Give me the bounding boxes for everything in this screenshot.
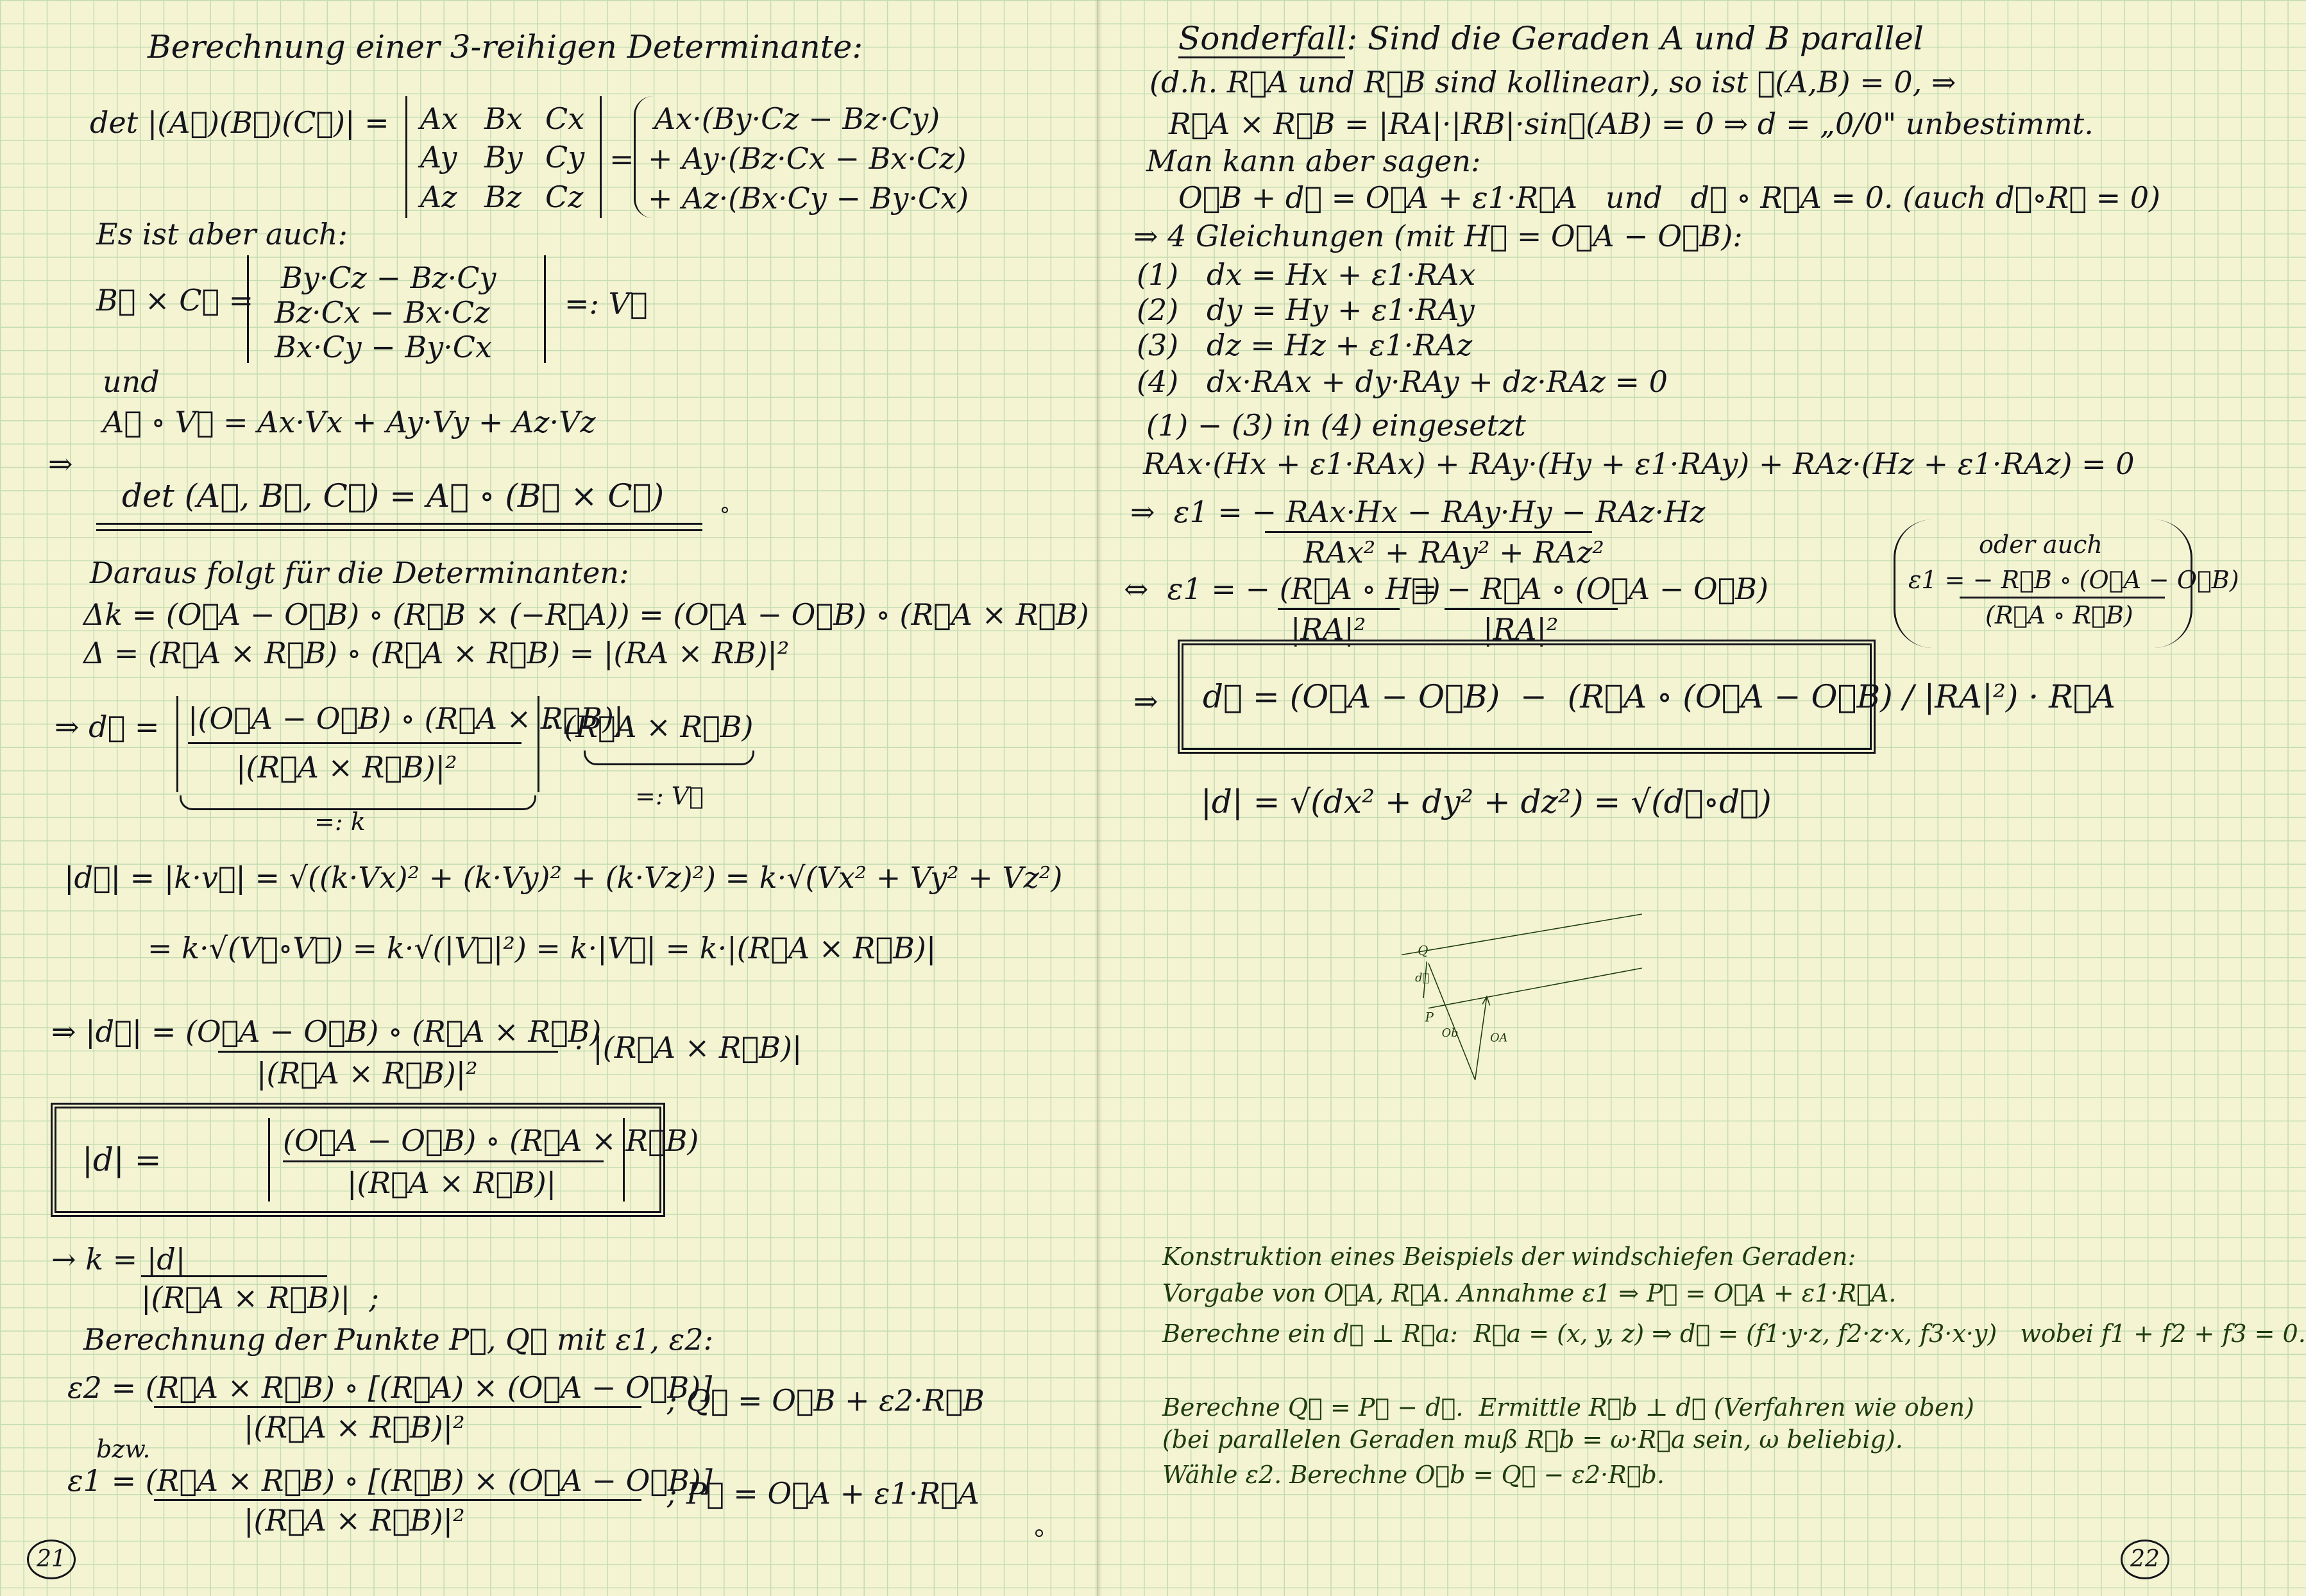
- oa-label: OA: [1490, 1031, 1508, 1045]
- line-a: [1429, 968, 1642, 1008]
- determinant-matrix: [405, 96, 602, 218]
- double-underline: [96, 523, 702, 525]
- ob-vector: [1429, 963, 1475, 1080]
- note-line: Es ist aber auch:: [96, 217, 348, 251]
- points-heading: Berechnung der Punkte P⃗, Q⃗ mit ε1, ε2:: [83, 1322, 714, 1357]
- alternative-note: oder auch: [1979, 531, 2103, 559]
- vector-v-definition: =: V⃗: [564, 286, 648, 321]
- magnitude-d-denominator: |(R⃗A × R⃗B)|²: [257, 1056, 478, 1091]
- equation-2: (2) dy = Hy + ε1·RAy: [1137, 293, 1475, 327]
- matrix-cell: Cy: [545, 140, 585, 174]
- matrix-cell: Cx: [545, 101, 585, 136]
- point-q-formula: ; Q⃗ = O⃗B + ε2·R⃗B: [667, 1383, 985, 1418]
- epsilon1-expanded: = − R⃗A ∘ (O⃗A − O⃗B): [1412, 572, 1768, 606]
- note-line: und: [103, 364, 160, 399]
- underbrace-v: [584, 751, 754, 765]
- special-case-heading: Sonderfall: Sind die Geraden A und B parallel: [1178, 20, 1924, 57]
- construction-step: Berechne Q⃗ = P⃗ − d⃗. Ermittle R⃗b ⊥ d⃗ (Verfahren wie oben): [1162, 1393, 1974, 1422]
- alternative-denominator: (R⃗A ∘ R⃗B): [1985, 601, 2133, 629]
- cross-product-row: Bx·Cy − By·Cx: [275, 330, 492, 364]
- fraction-bar: [1278, 608, 1400, 610]
- page-number-left: 21: [27, 1540, 76, 1579]
- matrix-cell: Bx: [484, 101, 523, 136]
- implies-arrow: ⇒: [1133, 684, 1158, 718]
- alternative-numerator: ε1 = − R⃗B ∘ (O⃗A − O⃗B): [1908, 566, 2239, 594]
- result-denominator: |(R⃗A × R⃗B)|: [347, 1166, 557, 1200]
- d-vector-fraction: [176, 696, 624, 792]
- k-value-line: → k = |d|: [51, 1242, 186, 1277]
- substitution-note: (1) − (3) in (4) eingesetzt: [1146, 408, 1526, 443]
- magnitude-d-factor: · |(R⃗A × R⃗B)|: [574, 1030, 802, 1065]
- line-b: [1402, 914, 1641, 955]
- special-case-line: R⃗A × R⃗B = |RA|·|RB|·sin∢(AB) = 0 ⇒ d = „0/0" unbestimmt.: [1169, 106, 2094, 141]
- fraction-bar: [188, 742, 521, 744]
- epsilon2-denominator: |(R⃗A × R⃗B)|²: [244, 1410, 465, 1445]
- double-underline: [96, 529, 702, 531]
- epsilon1-denominator: RAx² + RAy² + RAz²: [1303, 535, 1604, 570]
- fraction-denominator: |RA|²: [1291, 612, 1366, 647]
- k-value-denominator: |(R⃗A × R⃗B)| ;: [141, 1280, 379, 1315]
- result-label: |d| =: [82, 1141, 162, 1178]
- parallel-lines-sketch: [1098, 898, 2196, 1232]
- underbrace-label: =: k: [314, 808, 366, 836]
- construction-step: Vorgabe von O⃗A, R⃗A. Annahme ε1 ⇒ P⃗ = O⃗A + ε1·R⃗A.: [1162, 1279, 1897, 1307]
- equation-3: (3) dz = Hz + ε1·RAz: [1137, 328, 1473, 362]
- matrix-cell: By: [484, 140, 523, 174]
- dot-product-line: A⃗ ∘ V⃗ = Ax·Vx + Ay·Vy + Az·Vz: [103, 405, 596, 439]
- left-notebook-page: [0, 0, 1098, 1596]
- oa-vector: [1475, 996, 1487, 1080]
- construction-step: Berechne ein d⃗ ⊥ R⃗a: R⃗a = (x, y, z) ⇒ d⃗ = (f1·y·z, f2·z·x, f3·x·y) wobei f1 + f2 + f3 = 0.: [1162, 1320, 2306, 1348]
- magnitude-d-line: |d⃗| = |k·v⃗| = √((k·Vx)² + (k·Vy)² + (k·Vz)²) = k·√(Vx² + Vy² + Vz²): [64, 860, 1063, 895]
- fraction-bar: [1960, 597, 2165, 598]
- special-case-line: Man kann aber sagen:: [1146, 144, 1481, 178]
- result-numerator: (O⃗A − O⃗B) ∘ (R⃗A × R⃗B): [283, 1123, 699, 1158]
- fraction-bar: [154, 1499, 641, 1501]
- substitution-line: RAx·(Hx + ε1·RAx) + RAy·(Hy + ε1·RAy) + RAz·(Hz + ε1·RAz) = 0: [1143, 446, 2135, 481]
- equals-sign: =: [609, 142, 634, 176]
- result-box-distance: [55, 1107, 699, 1213]
- magnitude-d-continued: = k·√(V⃗∘V⃗) = k·√(|V⃗|²) = k·|V⃗| = k·|(R⃗A × R⃗B)|: [148, 931, 937, 965]
- epsilon1-denominator: |(R⃗A × R⃗B)|²: [244, 1503, 465, 1538]
- expansion-term: + Ay·(Bz·Cx − Bx·Cz): [648, 141, 967, 176]
- d-vector-result: d⃗ = (O⃗A − O⃗B) − (R⃗A ∘ (O⃗A − O⃗B) / |RA|²) · R⃗A: [1203, 678, 2115, 715]
- fraction-bar: [141, 1275, 327, 1277]
- parallel-condition: O⃗B + d⃗ = O⃗A + ε1·R⃗A und d⃗ ∘ R⃗A = 0. (auch d⃗∘R⃗ = 0): [1178, 180, 2160, 215]
- construction-note: (bei parallelen Geraden muß R⃗b = ω·R⃗a sein, ω beliebig).: [1162, 1425, 1903, 1454]
- cross-product-row: Bz·Cx − Bx·Cz: [275, 295, 490, 330]
- heading-underline: [1178, 56, 1345, 58]
- d-vector-label: d⃗: [1415, 972, 1430, 985]
- full-stop: [722, 507, 728, 513]
- matrix-cell: Ax: [420, 101, 459, 136]
- fraction-bar: [283, 1160, 604, 1162]
- magnitude-d-result: |d| = √(dx² + dy² + dz²) = √(d⃗∘d⃗): [1201, 783, 1772, 820]
- fraction-bar: [218, 1051, 558, 1053]
- note-line: Daraus folgt für die Determinanten:: [90, 556, 629, 590]
- page-number-right: 22: [2121, 1540, 2169, 1579]
- alternative-form-bracket: [1894, 520, 2239, 648]
- delta-line: Δ = (R⃗A × R⃗B) ∘ (R⃗A × R⃗B) = |(RA × RB)|²: [83, 636, 790, 670]
- epsilon1-vector-form: ⇔ ε1 = − (R⃗A ∘ H⃗): [1124, 572, 1441, 606]
- point-p-label: P: [1425, 1010, 1434, 1025]
- page-title-determinant: Berechnung einer 3-reihigen Determinante:: [148, 28, 863, 65]
- d-vector-factor: · (R⃗A × R⃗B): [545, 709, 754, 744]
- expansion-term: + Az·(Bx·Cy − By·Cx): [648, 181, 969, 216]
- special-case-line: (d.h. R⃗A und R⃗B sind kollinear), so ist ∢(A,B) = 0, ⇒: [1149, 65, 1956, 99]
- epsilon1-numerator: ⇒ ε1 = − RAx·Hx − RAy·Hy − RAz·Hz: [1130, 495, 1706, 529]
- d-vector-label: ⇒ d⃗ =: [55, 709, 160, 744]
- fraction-denominator: |(R⃗A × R⃗B)|²: [236, 750, 457, 785]
- equations-intro: ⇒ 4 Gleichungen (mit H⃗ = O⃗A − O⃗B):: [1133, 219, 1743, 253]
- fraction-bar: [154, 1406, 641, 1408]
- ob-label: Ob: [1441, 1026, 1459, 1040]
- magnitude-d-numerator: ⇒ |d⃗| = (O⃗A − O⃗B) ∘ (R⃗A × R⃗B): [51, 1014, 602, 1049]
- fraction-denominator: |RA|²: [1483, 612, 1559, 647]
- cross-product-row: By·Cz − Bz·Cy: [281, 260, 496, 295]
- fraction-bar: [1445, 608, 1618, 610]
- epsilon2-numerator: ε2 = (R⃗A × R⃗B) ∘ [(R⃗A) × (O⃗A − O⃗B)]: [67, 1370, 713, 1405]
- epsilon1-numerator: ε1 = (R⃗A × R⃗B) ∘ [(R⃗B) × (O⃗A − O⃗B)]: [67, 1463, 713, 1498]
- determinant-definition: det |(A⃗)(B⃗)(C⃗)| =: [90, 105, 389, 140]
- equation-1: (1) dx = Hx + ε1·RAx: [1137, 257, 1476, 292]
- determinant-result: det (A⃗, B⃗, C⃗) = A⃗ ∘ (B⃗ × C⃗): [122, 477, 665, 514]
- paper-dot: [1035, 1529, 1043, 1537]
- fraction-numerator: |(O⃗A − O⃗B) ∘ (R⃗A × R⃗B)|: [188, 701, 624, 736]
- equation-4: (4) dx·RAx + dy·RAy + dz·RAz = 0: [1137, 364, 1668, 399]
- result-box-d-vector: [1182, 643, 2115, 750]
- point-q-label: Q: [1418, 943, 1429, 958]
- matrix-cell: Az: [420, 180, 457, 214]
- implies-arrow: ⇒: [48, 446, 73, 481]
- point-p-formula: ; P⃗ = O⃗A + ε1·R⃗A: [667, 1476, 979, 1511]
- construction-heading: Konstruktion eines Beispiels der windschiefen Geraden:: [1162, 1243, 1856, 1271]
- fraction-bar: [1265, 531, 1592, 533]
- delta-k-line: Δk = (O⃗A − O⃗B) ∘ (R⃗B × (−R⃗A)) = (O⃗A − O⃗B) ∘ (R⃗A × R⃗B): [83, 597, 1089, 632]
- underbrace-label: =: V⃗: [635, 782, 704, 810]
- matrix-cell: Cz: [545, 180, 584, 214]
- expansion-term: Ax·(By·Cz − Bz·Cy): [654, 101, 940, 136]
- matrix-cell: Ay: [420, 140, 457, 174]
- right-notebook-page: [1098, 0, 2306, 1596]
- result-fraction: [268, 1118, 699, 1201]
- cross-product-label: B⃗ × C⃗ =: [96, 283, 254, 318]
- construction-step: Wähle ε2. Berechne O⃗b = Q⃗ − ε2·R⃗b.: [1162, 1461, 1665, 1489]
- note-line: bzw.: [96, 1435, 151, 1463]
- cross-product-vector: [247, 255, 546, 363]
- matrix-cell: Bz: [484, 180, 522, 214]
